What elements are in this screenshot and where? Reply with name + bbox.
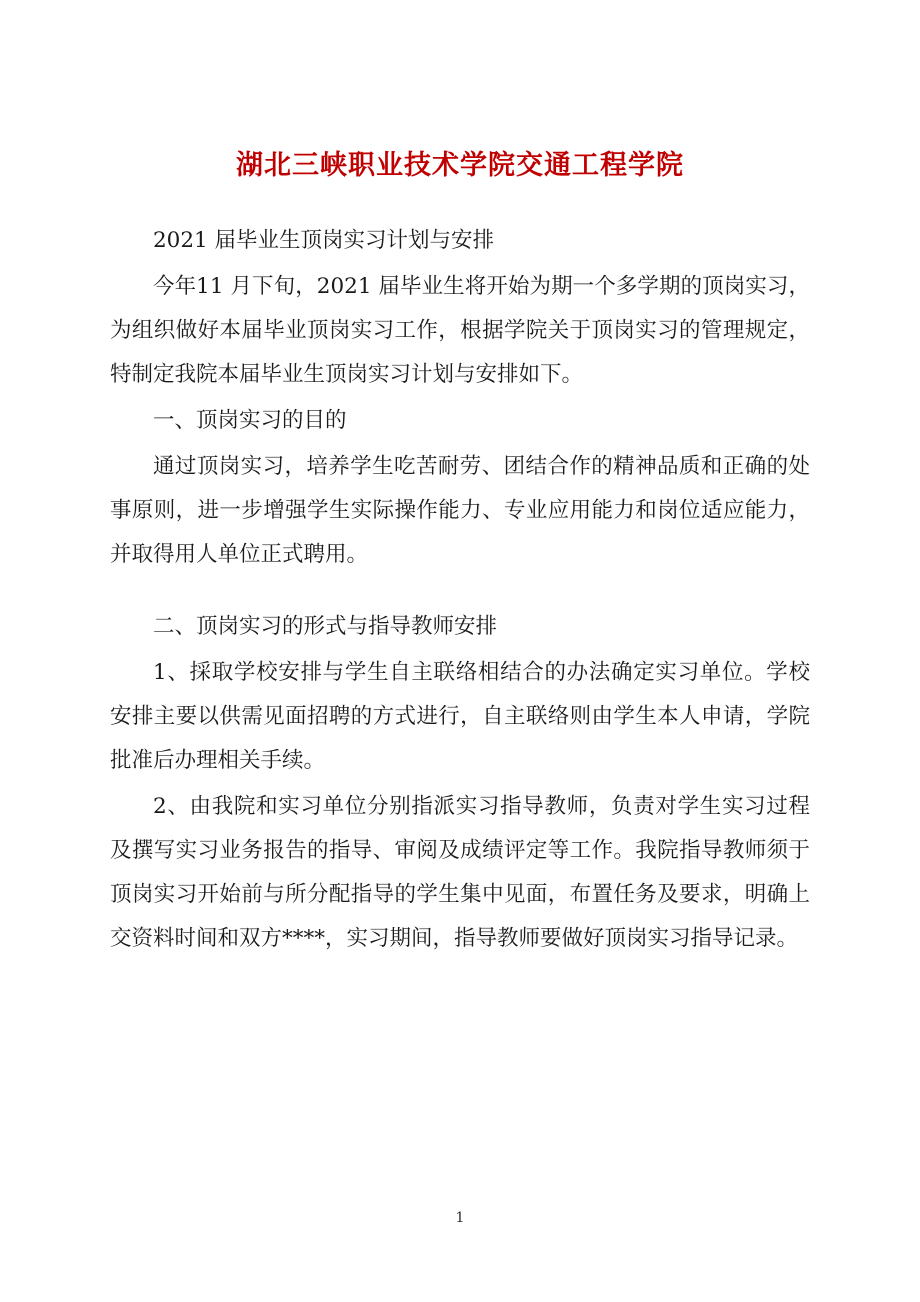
paragraph-subtitle: 2021 届毕业生顶岗实习计划与安排 [153,228,495,254]
paragraph-item-1: 1、採取学校安排与学生自主联络相结合的办法确定实习单位。学校安排主要以供需见面招聘的方式进行，自主联络则由学生本人申请，学院批准后办理相关手续。 [110,660,810,774]
paragraph-intro: 今年11 月下旬，2021 届毕业生将开始为期一个多学期的顶岗实习，为组织做好本届毕业顶岗实习工作，根据学院关于顶岗实习的管理规定，特制定我院本届毕业生顶岗实习计划与安排如下。 [110,274,810,388]
paragraph-section-1-body: 通过顶岗实习，培养学生吃苦耐劳、团结合作的精神品质和正确的处事原则，进一步增强学生实际操作能力、专业应用能力和岗位适应能力，并取得用人单位正式聘用。 [110,454,810,568]
page-title: 湖北三峡职业技术学院交通工程学院 [236,150,684,181]
paragraph-section-1-heading: 一、顶岗实习的目的 [153,408,347,434]
paragraph-section-2-heading: 二、顶岗实习的形式与指导教师安排 [153,614,498,640]
document-body [110,219,810,961]
paragraph-spacer [110,579,810,605]
paragraph-item-2: 2、由我院和实习单位分别指派实习指导教师，负责对学生实习过程及撰写实习业务报告的指导、审阅及成绩评定等工作。我院指导教师须于顶岗实习开始前与所分配指导的学生集中见面，布置任务及要求，明确上交资料时间和双方****，实习期间，指导教师要做好顶岗实习指导记录。 [110,794,810,952]
page-number: 1 [455,1210,465,1226]
